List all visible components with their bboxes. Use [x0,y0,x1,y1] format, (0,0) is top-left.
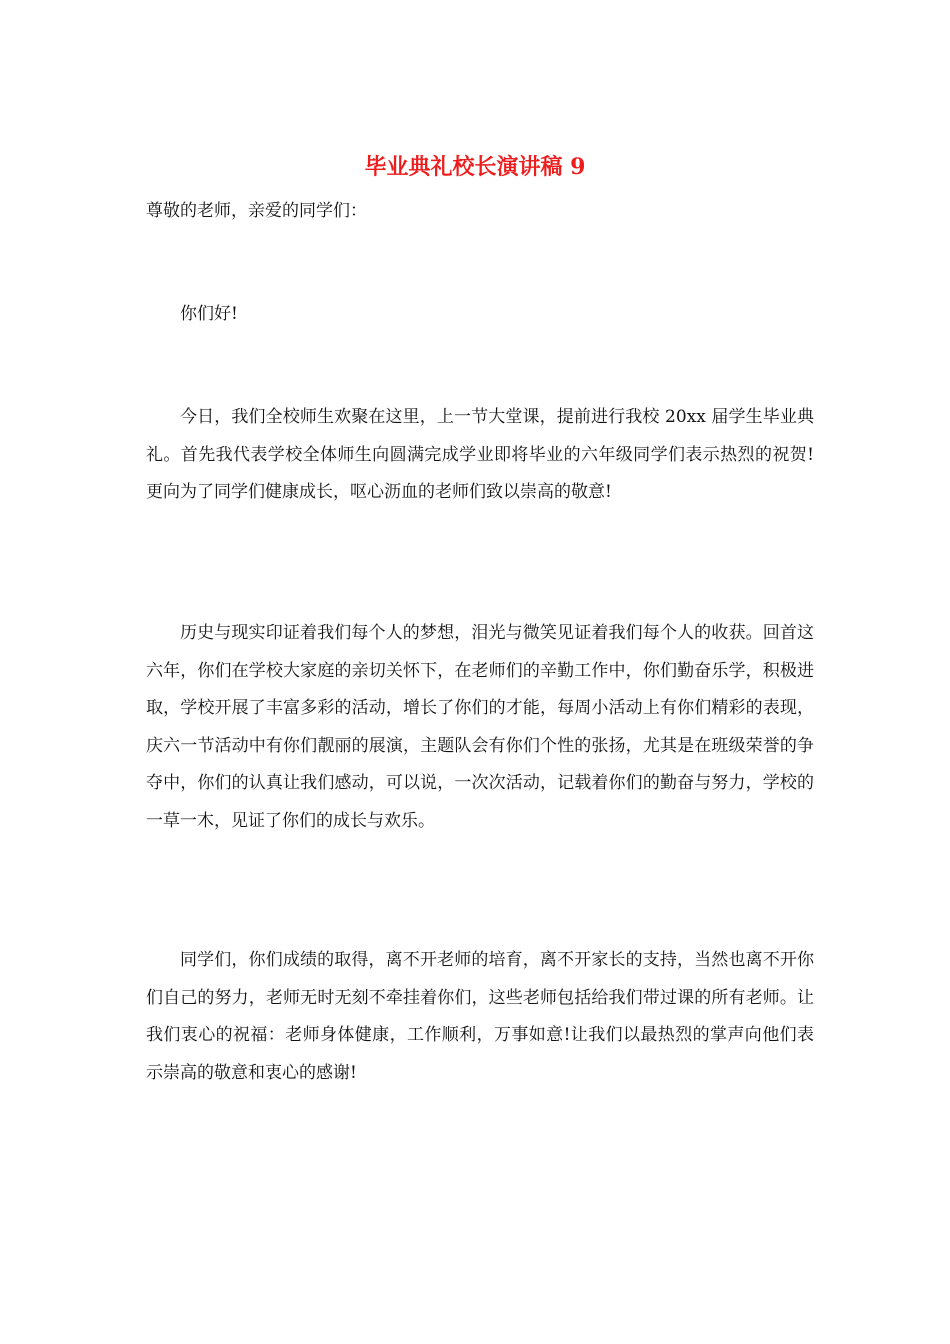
paragraph-history: 历史与现实印证着我们每个人的梦想，泪光与微笑见证着我们每个人的收获。回首这六年，你们在学校大家庭的亲切关怀下，在老师们的辛勤工作中，你们勤奋乐学，积极进取，学校开展了丰富多彩的活动，增长了你们的才能，每周小活动上有你们精彩的表现，庆六一节活动中有你们靓丽的展演，主题队会有你们个性的张扬，尤其是在班级荣誉的争夺中，你们的认真让我们感动，可以说，一次次活动，记载着你们的勤奋与努力，学校的一草一木，见证了你们的成长与欢乐。 [146,623,814,831]
paragraph-congratulations: 今日，我们全校师生欢聚在这里，上一节大堂课，提前进行我校 20xx 届学生毕业典礼。首先我代表学校全体师生向圆满完成学业即将毕业的六年级同学们表示热烈的祝贺!更向为了同学们健康成长，呕心沥血的老师们致以崇高的敬意! [146,407,814,503]
salutation: 尊敬的老师，亲爱的同学们： [146,201,367,221]
paragraph-thanks: 同学们，你们成绩的取得，离不开老师的培育，离不开家长的支持，当然也离不开你们自己的努力，老师无时无刻不牵挂着你们，这些老师包括给我们带过课的所有老师。让我们衷心的祝福：老师身体健康，工作顺利，万事如意!让我们以最热烈的掌声向他们表示崇高的敬意和衷心的感谢! [146,950,814,1083]
document-title: 毕业典礼校长演讲稿 9 [364,154,586,180]
paragraph-greeting: 你们好! [180,304,238,324]
